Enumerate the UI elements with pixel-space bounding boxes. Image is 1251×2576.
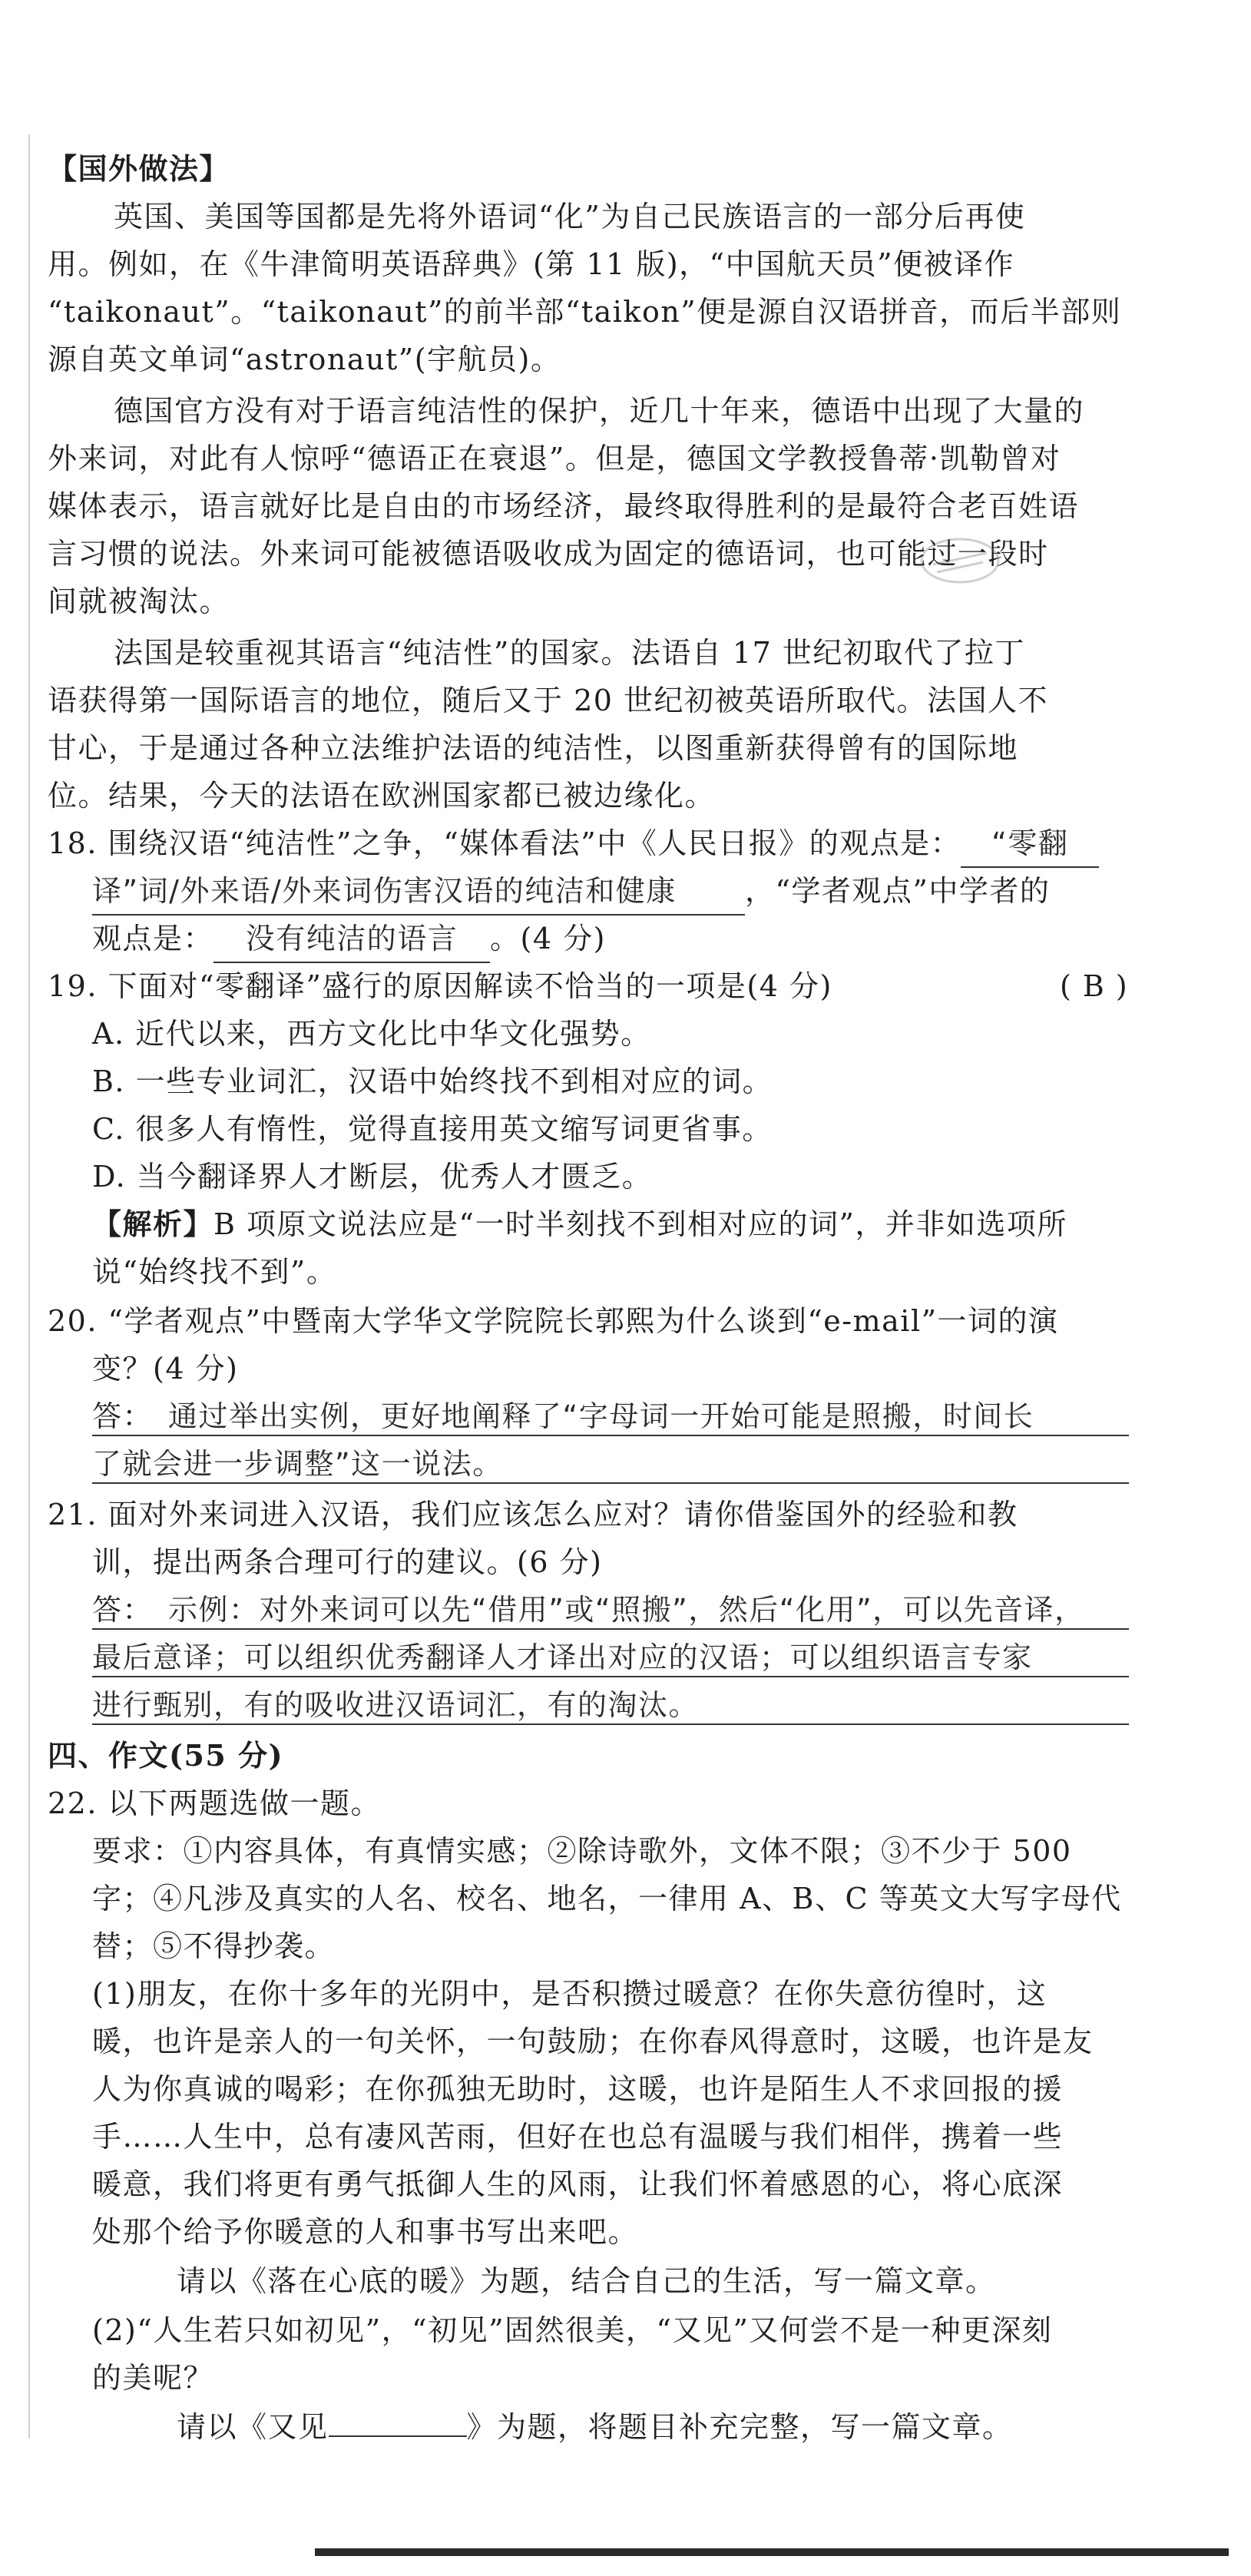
answer-20-line1: [92, 1393, 1034, 1439]
paragraph-line: 媒体表示，语言就好比是自由的市场经济，最终取得胜利的是最符合老百姓语: [48, 489, 1080, 523]
paragraph-line: 言习惯的说法。外来词可能被德语吸收成为固定的德语词，也可能过一段时: [48, 537, 1049, 571]
question-20-stem-cont: 变？(4 分): [92, 1352, 239, 1386]
answer-rule: [92, 1723, 1129, 1725]
option-c: C. 很多人有惰性，觉得直接用英文缩写词更省事。: [92, 1112, 773, 1146]
topic-2-instruction: [177, 2404, 1013, 2450]
answer-21-text1: 示例：对外来词可以先“借用”或“照搬”，然后“化用”，可以先音译，: [168, 1593, 1085, 1627]
requirement-line: 替；⑤不得抄袭。: [92, 1929, 336, 1963]
answer-21-line1: [92, 1587, 1085, 1633]
answer-19-choice: ( B ): [1060, 969, 1129, 1003]
topic-1-line: 暖，也许是亲人的一句关怀，一句鼓励；在你春风得意时，这暖，也许是友: [92, 2025, 1094, 2058]
requirement-line: 字；④凡涉及真实的人名、校名、地名，一律用 A、B、C 等英文大写字母代: [92, 1882, 1122, 1915]
answer-rule: [92, 1482, 1129, 1484]
topic-2-line: (2)“人生若只如初见”，“初见”固然很美，“又见”又何尝不是一种更深刻: [92, 2313, 1053, 2347]
paragraph-line: 源自英文单词“astronaut”(宇航员)。: [48, 343, 561, 376]
paragraph-line: 法国是较重视其语言“纯洁性”的国家。法语自 17 世纪初取代了拉丁: [114, 636, 1025, 670]
answer-21-line2: 最后意译；可以组织优秀翻译人才译出对应的汉语；可以组织语言专家: [92, 1641, 1033, 1674]
paragraph-line: 德国官方没有对于语言纯洁性的保护，近几十年来，德语中出现了大量的: [114, 394, 1085, 428]
topic-1-line: 人为你真诚的喝彩；在你孤独无助时，这暖，也许是陌生人不求回报的援: [92, 2072, 1064, 2106]
topic-1-line: (1)朋友，在你十多年的光阴中，是否积攒过暖意？在你失意彷徨时，这: [92, 1977, 1047, 2011]
title-blank: [329, 2405, 467, 2437]
answer-rule: [92, 1435, 1129, 1436]
bottom-bar: [315, 2548, 1229, 2556]
topic-1-line: 暖意，我们将更有勇气抵御人生的风雨，让我们怀着感恩的心，将心底深: [92, 2167, 1064, 2201]
analysis-line1: [92, 1201, 1067, 1247]
option-d: D. 当今翻译界人才断层，优秀人才匮乏。: [92, 1160, 653, 1194]
question-22-stem: 22. 以下两题选做一题。: [48, 1786, 382, 1820]
answer-18-part1: “零翻: [961, 820, 1099, 868]
question-18-score: 。(4 分): [490, 922, 606, 955]
topic-2-instruction-start: 请以《又见: [177, 2410, 329, 2444]
analysis-tag: 【解析】: [92, 1207, 214, 1241]
question-20-stem: 20. “学者观点”中暨南大学华文学院院长郭熙为什么谈到“e-mail”一词的演: [48, 1304, 1059, 1338]
option-a: A. 近代以来，西方文化比中华文化强势。: [92, 1017, 651, 1051]
analysis-text: B 项原文说法应是“一时半刻找不到相对应的词”，并非如选项所: [213, 1207, 1067, 1241]
topic-2-line: 的美呢？: [92, 2361, 214, 2395]
paragraph-line: 用。例如，在《牛津简明英语辞典》(第 11 版)，“中国航天员”便被译作: [48, 247, 1015, 281]
paragraph-line: 英国、美国等国都是先将外语词“化”为自己民族语言的一部分后再使: [114, 200, 1026, 233]
stamp-mark: [914, 530, 1006, 591]
answer-20-line2: 了就会进一步调整”这一说法。: [92, 1447, 503, 1481]
section-title-composition: 四、作文(55 分): [48, 1738, 284, 1773]
option-b: B. 一些专业词汇，汉语中始终找不到相对应的词。: [92, 1065, 773, 1098]
paragraph-line: 间就被淘汰。: [48, 584, 230, 618]
answer-prefix: 答：: [92, 1593, 154, 1627]
question-18-viewpoint: 观点是：: [92, 922, 214, 955]
answer-20-text1: 通过举出实例，更好地阐释了“字母词一开始可能是照搬，时间长: [168, 1399, 1034, 1433]
answer-21-line3: 进行甄别，有的吸收进汉语词汇，有的淘汰。: [92, 1688, 700, 1722]
section-title-foreign: 【国外做法】: [48, 151, 230, 186]
answer-18-part3: 没有纯洁的语言: [213, 916, 490, 963]
question-18-line3: [92, 916, 606, 963]
answer-18-part2: 译”词/外来语/外来词伤害汉语的纯洁和健康: [92, 868, 745, 916]
question-18-stem: 18. 围绕汉语“纯洁性”之争，“媒体看法”中《人民日报》的观点是：: [48, 826, 961, 860]
question-21-stem-cont: 训，提出两条合理可行的建议。(6 分): [92, 1545, 603, 1579]
question-18-line1: [48, 820, 1099, 868]
question-18-line2: [92, 868, 1050, 916]
topic-1-line: 处那个给予你暖意的人和事书写出来吧。: [92, 2215, 639, 2249]
answer-rule: [92, 1676, 1129, 1677]
analysis-line2: 说“始终找不到”。: [92, 1255, 337, 1289]
requirement-line: 要求：①内容具体，有真情实感；②除诗歌外，文体不限；③不少于 500: [92, 1834, 1072, 1868]
question-21-stem: 21. 面对外来词进入汉语，我们应该怎么应对？请你借鉴国外的经验和教: [48, 1498, 1018, 1531]
paragraph-line: 语获得第一国际语言的地位，随后又于 20 世纪初被英语所取代。法国人不: [48, 684, 1049, 717]
paragraph-line: 甘心，于是通过各种立法维护法语的纯洁性，以图重新获得曾有的国际地: [48, 731, 1019, 765]
question-19-stem: 19. 下面对“零翻译”盛行的原因解读不恰当的一项是(4 分): [48, 969, 832, 1003]
topic-1-instruction: 请以《落在心底的暖》为题，结合自己的生活，写一篇文章。: [177, 2264, 996, 2298]
topic-2-instruction-end: 》为题，将题目补充完整，写一篇文章。: [466, 2410, 1013, 2444]
paragraph-line: 位。结果，今天的法语在欧洲国家都已被边缘化。: [48, 779, 716, 813]
answer-prefix: 答：: [92, 1399, 154, 1433]
answer-rule: [92, 1628, 1129, 1630]
topic-1-line: 手……人生中，总有凄风苦雨，但好在也总有温暖与我们相伴，携着一些: [92, 2120, 1064, 2154]
paragraph-line: “taikonaut”。“taikonaut”的前半部“taikon”便是源自汉语拼音，而后半部则: [48, 295, 1122, 329]
margin-line: [28, 134, 30, 2439]
question-18-mid: ，“学者观点”中学者的: [745, 874, 1051, 908]
paragraph-line: 外来词，对此有人惊呼“德语正在衰退”。但是，德国文学教授鲁蒂·凯勒曾对: [48, 442, 1061, 475]
